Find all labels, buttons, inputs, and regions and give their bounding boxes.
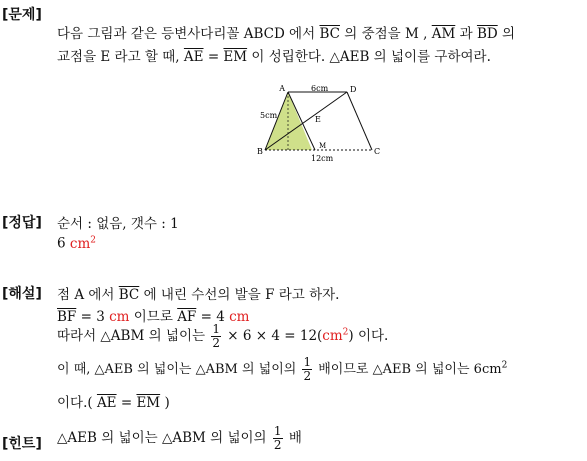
explanation-text: ) [164,395,170,411]
unit-exponent: 2 [90,235,96,245]
unit-exponent: 2 [501,360,508,371]
point-m: M [319,142,327,150]
equals-sign: = [207,49,220,65]
fraction-denominator: 2 [303,369,312,383]
unit-exponent: 2 [342,327,349,338]
explanation-text: 에 내린 수선의 발을 F 라고 하자. [143,287,340,303]
problem-text: 의 [501,26,516,42]
equals-sign: = [120,395,133,411]
unit-cm2 [322,328,348,344]
problem-label: [문제] [2,7,42,23]
unit-cm: cm [109,309,130,325]
segment-bc: $\overline{BC}$ [319,26,340,42]
problem-text: 과 [459,26,473,42]
explanation-text: × 6 × 4 = 12( [227,328,323,344]
segment-af: $\overline{AF}$ [177,309,197,325]
unit-text: cm [69,235,91,252]
explanation-line-4 [57,356,507,383]
explanation-text: ) 이다. [348,328,389,344]
unit-text: cm [322,328,343,344]
problem-line-1 [57,22,515,42]
explanation-text: 이다.( [57,395,93,411]
explanation-text: 배이므로 △AEB 의 넓이는 6cm [318,362,502,377]
side-dc [347,92,372,150]
explanation-text: = 3 [80,309,105,325]
vertex-a: A [279,84,285,93]
segment-ae: $\overline{AE}$ [96,395,117,411]
fraction-numerator: 1 [212,322,220,336]
answer-unit [70,236,96,252]
hint-text: △AEB 의 넓이는 △ABM 의 넓이의 [57,430,267,446]
segment-em: $\overline{EM}$ [136,395,161,411]
shaded-triangle [265,92,312,150]
explanation-label: [해설] [2,286,42,302]
hint-text: 배 [288,430,302,446]
problem-text: 다음 그림과 같은 등변사다리꼴 ABCD 에서 [57,26,316,42]
fraction-numerator: 1 [303,355,312,369]
answer-number: 6 [57,235,66,252]
side-length: 5cm [260,111,278,120]
fraction-half [211,323,221,350]
fraction-denominator: 2 [212,336,220,350]
segment-bd: $\overline{BD}$ [476,26,498,42]
explanation-line-5 [57,391,170,411]
answer-label: [정답] [2,215,42,231]
hint-label: [힌트] [2,436,42,452]
explanation-text: = 4 [200,309,225,325]
vertex-d: D [350,85,357,94]
vertex-b: B [257,147,263,156]
problem-line-2 [57,45,491,65]
point-e: E [315,115,321,124]
fraction-half [302,356,312,383]
explanation-text: 이므로 [133,309,173,325]
explanation-text: 따라서 △ABM 의 넓이는 [57,328,206,344]
fraction-denominator: 2 [273,438,282,452]
explanation-text: 이 때, △AEB 의 넓이는 △ABM 의 넓이의 [57,362,297,377]
answer-line-1: 순서 : 없음, 갯수 : 1 [57,216,179,232]
explanation-line-2 [57,305,249,325]
fraction-half [273,425,283,452]
top-length: 6cm [311,84,329,93]
explanation-line-3 [57,323,388,350]
segment-bf: $\overline{BF}$ [57,309,77,325]
problem-text: 교점을 E 라고 할 때, [57,49,180,65]
segment-am: $\overline{AM}$ [431,26,456,42]
segment-ae: $\overline{AE}$ [183,49,204,65]
fraction-numerator: 1 [273,424,282,438]
explanation-text: 점 A 에서 [57,287,115,303]
bottom-length: 12cm [311,154,334,163]
segment-bc: $\overline{BC}$ [118,287,140,303]
unit-cm: cm [229,309,250,325]
problem-text: 이 성립한다. △AEB 의 넓이를 구하여라. [251,49,491,65]
answer-value [57,235,96,252]
hint-line [57,425,302,452]
explanation-line-1 [57,283,339,303]
trapezoid-figure [255,82,395,164]
problem-text: 의 중점을 M , [344,26,428,42]
vertex-c: C [374,147,381,156]
segment-em: $\overline{EM}$ [223,49,248,65]
